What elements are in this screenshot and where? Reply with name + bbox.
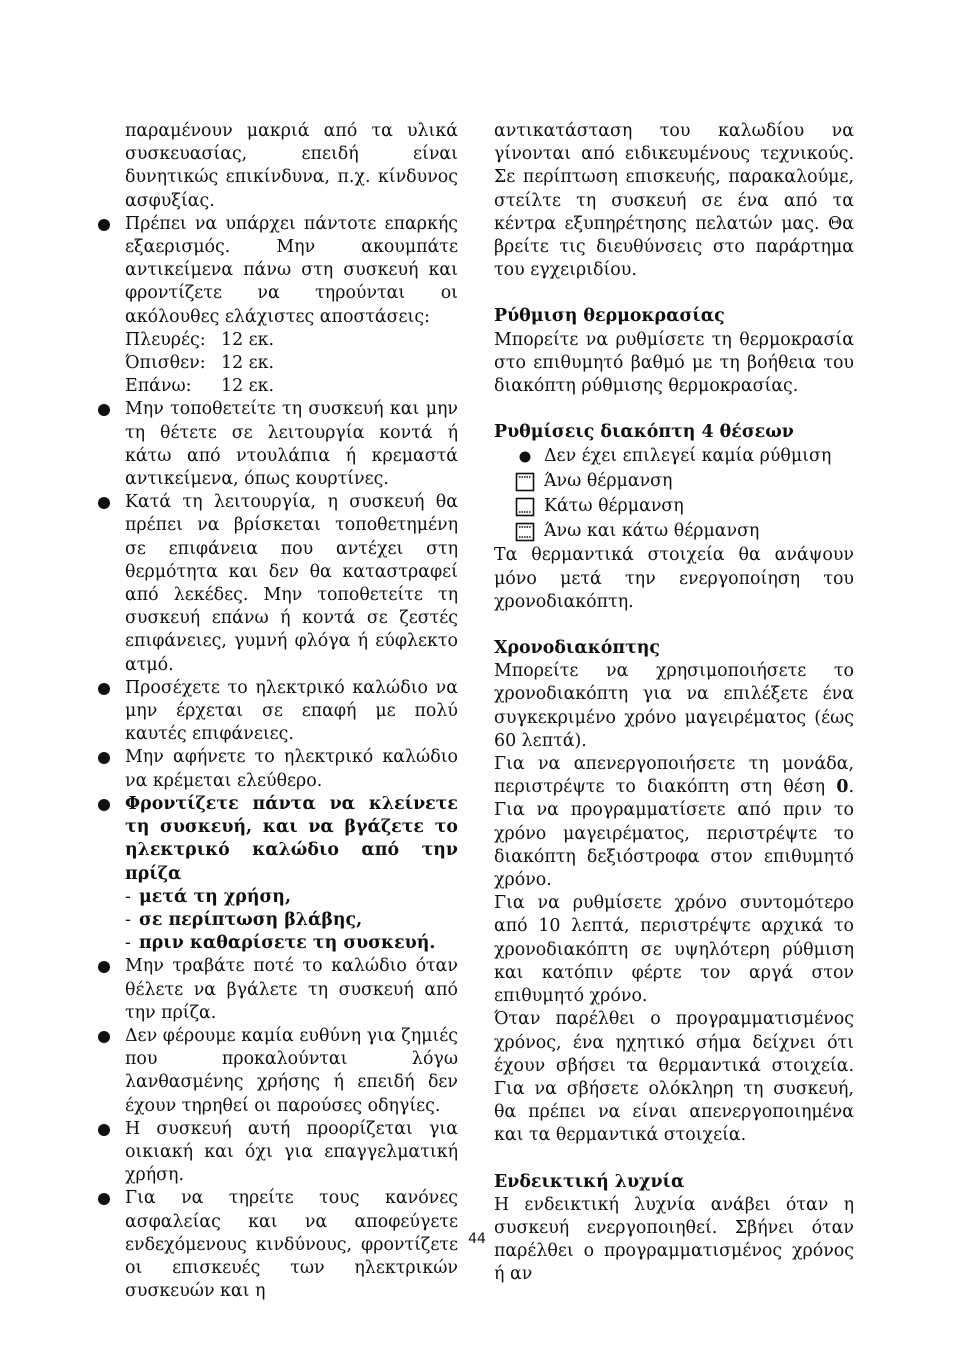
distance-value: 12 εκ. xyxy=(221,329,275,350)
bullet-text: Προσέχετε το ηλεκτρικό καλώδιο να μην έρχεται σε επαφή με πολύ καυτές επιφάνειες. xyxy=(125,677,458,745)
list-item xyxy=(98,677,458,747)
bullet-text: Η συσκευή αυτή προορίζεται για οικιακή και όχι για επαγγελματική χρήση. xyxy=(125,1118,458,1186)
list-item xyxy=(98,1025,458,1118)
dash-text: πριν καθαρίσετε τη συσκευή. xyxy=(139,933,436,954)
switch-option xyxy=(494,469,854,494)
distance-row xyxy=(98,375,458,398)
dash-text: μετά τη χρήση, xyxy=(139,886,292,907)
distance-label: Όπισθεν: xyxy=(125,353,206,374)
bullet-text: Μην αφήνετε το ηλεκτρικό καλώδιο να κρέμεται ελεύθερο. xyxy=(125,747,458,791)
timer-text: Μπορείτε να χρησιμοποιήσετε το χρονοδιακόπτη για να επιλέξετε ένα συγκεκριμένο χρόνο μαγειρέματος (έως 60 λεπτά). xyxy=(494,661,854,751)
timer-position-value: 0 xyxy=(836,777,849,798)
dash-mark: - xyxy=(125,909,131,930)
list-item xyxy=(98,955,458,1025)
switch-option-label: Άνω και κάτω θέρμανση xyxy=(544,521,760,542)
bullet-icon xyxy=(98,404,110,416)
bullet-icon xyxy=(98,961,110,973)
top-heat-icon xyxy=(514,472,536,492)
bullet-text: Μην τραβάτε ποτέ το καλώδιο όταν θέλετε να βγάλετε τη συσκευή από την πρίζα. xyxy=(125,956,458,1023)
bullet-icon xyxy=(98,1031,110,1043)
dash-mark: - xyxy=(125,933,131,954)
bullet-text: Κατά τη λειτουργία, η συσκευή θα πρέπει να βρίσκεται τοποθετημένη σε επιφάνεια που αντέχει στη θερμότητα και δεν θα καταστραφεί από λεκέδες. Μην τοποθετείτε τη συσκευή επάνω ή κοντά σε ζεστές επιφάνειες, γυμνή φλόγα ή εύφλεκτο ατμό. xyxy=(125,492,458,675)
section-heading-temperature: Ρύθμιση θερμοκρασίας xyxy=(494,306,725,327)
intro-text: παραμένουν μακριά από τα υλικά συσκευασίας, επειδή είναι δυνητικώς επικίνδυνα, π.χ. κίνδυνος ασφυξίας. xyxy=(125,121,458,211)
continued-text: αντικατάσταση του καλωδίου να γίνονται από ειδικευμένους τεχνικούς. Σε περίπτωση επισκευής, παρακαλούμε, στείλτε τη συσκευή σε ένα από τα κέντρα εξυπηρέτησης πελατών μας. Θα βρείτε τις διευθύνσεις στο παράρτημα του εγχειριδίου. xyxy=(494,121,854,281)
left-column xyxy=(98,120,458,1303)
bullet-text: Δεν φέρουμε καμία ευθύνη για ζημιές που προκαλούνται λόγω λανθασμένης χρήσης ή επειδή δεν έχουν τηρηθεί οι παρούσες οδηγίες. xyxy=(125,1025,458,1116)
bullet-icon xyxy=(98,799,110,811)
bottom-heat-icon xyxy=(514,497,536,517)
bullet-text: Για να τηρείτε τους κανόνες ασφαλείας και να αποφεύγετε ενδεχόμενους κινδύνους, φροντίζετε οι επισκευές των ηλεκτρικών συσκευών και η xyxy=(125,1188,458,1302)
timer-text xyxy=(494,753,854,892)
switch-option-label: Κάτω θέρμανση xyxy=(544,496,684,517)
dash-mark: - xyxy=(125,886,131,907)
bullet-icon xyxy=(98,752,110,764)
bullet-icon xyxy=(98,1124,110,1136)
list-item xyxy=(98,1118,458,1188)
section-heading-switch: Ρυθμίσεις διακόπτη 4 θέσεων xyxy=(494,422,794,443)
list-item xyxy=(98,746,458,792)
bullet-text-bold: Φροντίζετε πάντα να κλείνετε τη συσκευή, και να βγάζετε το ηλεκτρικό καλώδιο από την πρίζα xyxy=(125,793,458,884)
bullet-icon xyxy=(98,219,110,231)
distance-value: 12 εκ. xyxy=(221,376,275,397)
top-bottom-heat-icon xyxy=(514,522,536,542)
distance-label: Επάνω: xyxy=(125,376,192,397)
dash-text: σε περίπτωση βλάβης, xyxy=(139,909,363,930)
bullet-text: Μην τοποθετείτε τη συσκευή και μην τη θέτετε σε λειτουργία κοντά ή κάτω από ντουλάπια ή κρεμαστά αντικείμενα, όπως κουρτίνες. xyxy=(125,399,458,490)
timer-text: Όταν παρέλθει ο προγραμματισμένος χρόνος, ένα ηχητικό σήμα δείχνει ότι έχουν σβήσει τα θερμαντικά στοιχεία. Για να σβήσετε ολόκληρη τη συσκευή, θα πρέπει να είναι απενεργοποιημένα και τα θερμαντικά στοιχεία. xyxy=(494,1009,854,1146)
list-item xyxy=(98,213,458,329)
distance-value: 12 εκ. xyxy=(221,353,275,374)
dash-item xyxy=(98,909,458,932)
section-heading-lamp: Ενδεικτική λυχνία xyxy=(494,1171,685,1192)
distance-label: Πλευρές: xyxy=(125,329,206,350)
right-column xyxy=(494,120,854,1287)
dash-item xyxy=(98,932,458,955)
page-number: 44 xyxy=(468,1231,486,1247)
distance-row xyxy=(98,352,458,375)
timer-text-part: Για να απενεργοποιήσετε τη μονάδα, περιστρέψτε το διακόπτη στη θέση xyxy=(494,754,854,798)
switch-option-label: Άνω θέρμανση xyxy=(544,471,673,492)
dash-item xyxy=(98,886,458,909)
lamp-text: Η ενδεικτική λυχνία ανάβει όταν η συσκευή ενεργοποιηθεί. Σβήνει όταν παρέλθει ο προγραμματισμένος χρόνος ή αν xyxy=(494,1194,854,1285)
timer-text-part: . Για να προγραμματίσετε από πριν το χρόνο μαγειρέματος, περιστρέψτε το διακόπτη δεξιόστροφα στον επιθυμητό χρόνο. xyxy=(494,777,854,891)
distance-row xyxy=(98,329,458,352)
bullet-icon xyxy=(98,497,110,509)
timer-text: Για να ρυθμίσετε χρόνο συντομότερο από 10 λεπτά, περιστρέψτε αρχικά το χρονοδιακόπτη σε υψηλότερη ρύθμιση και κατόπιν φέρτε τον αργά στον επιθυμητό χρόνο. xyxy=(494,893,854,1007)
bullet-icon xyxy=(98,683,110,695)
bullet-text: Πρέπει να υπάρχει πάντοτε επαρκής εξαερισμός. Μην ακουμπάτε αντικείμενα πάνω στη συσκευή και φροντίζετε να τηρούνται οι ακόλουθες ελάχιστες αποστάσεις: xyxy=(125,213,458,327)
list-item xyxy=(98,491,458,677)
switch-option xyxy=(494,519,854,544)
switch-option-label: Δεν έχει επιλεγεί καμία ρύθμιση xyxy=(544,446,832,467)
list-item xyxy=(98,793,458,886)
section-heading-timer: Χρονοδιακόπτης xyxy=(494,638,661,659)
switch-note: Τα θερμαντικά στοιχεία θα ανάψουν μόνο μετά την ενεργοποίηση του χρονοδιακόπτη. xyxy=(494,545,854,612)
dot-icon xyxy=(514,447,536,467)
switch-option xyxy=(494,494,854,519)
list-item xyxy=(98,398,458,491)
bullet-icon xyxy=(98,1193,110,1205)
temperature-text: Μπορείτε να ρυθμίσετε τη θερμοκρασία στο επιθυμητό βαθμό με τη βοήθεια του διακόπτη ρύθμισης θερμοκρασίας. xyxy=(494,329,854,397)
switch-option xyxy=(494,444,854,469)
